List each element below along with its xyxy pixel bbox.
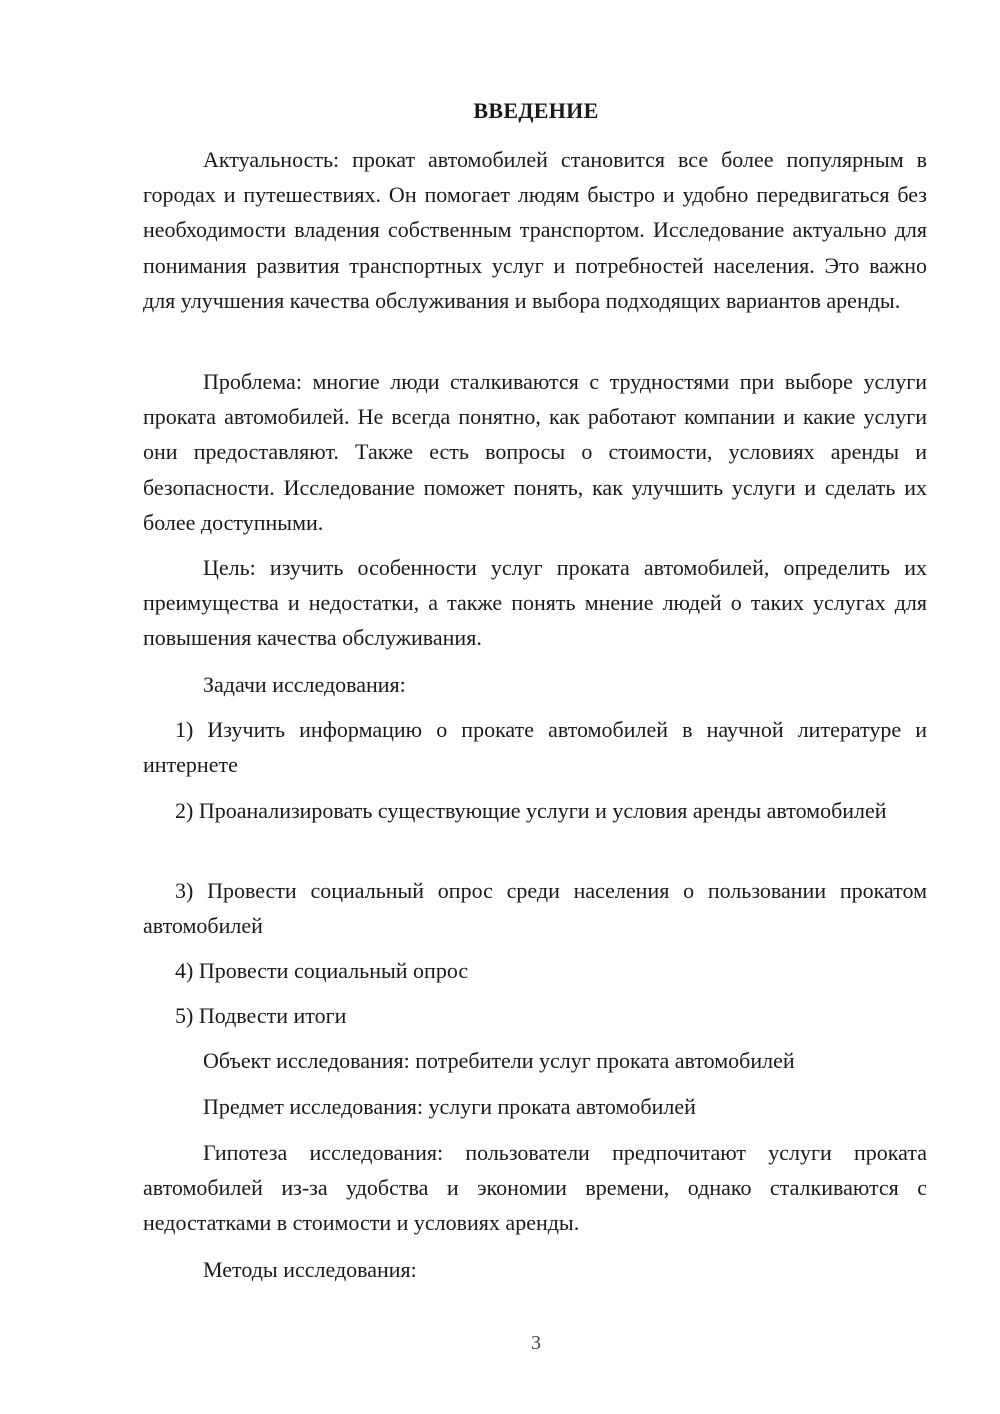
task-item: 3) Провести социальный опрос среди населения о пользовании прокатом автомобилей <box>143 878 927 939</box>
task-item: 5) Подвести итоги <box>175 1003 347 1028</box>
tasks-heading: Задачи исследования: <box>203 672 406 697</box>
task-item: 1) Изучить информацию о прокате автомобилей в научной литературе и интернете <box>143 717 927 778</box>
task-item: 4) Провести социальный опрос <box>175 958 469 983</box>
goal-paragraph: Цель: изучить особенности услуг проката автомобилей, определить их преимущества и недостатки, а также понять мнение людей о таких услугах для повышения качества обслуживания. <box>143 555 927 651</box>
methods-heading: Методы исследования: <box>203 1257 417 1282</box>
object-paragraph: Объект исследования: потребители услуг проката автомобилей <box>203 1048 795 1073</box>
page-number: 3 <box>531 1332 541 1354</box>
hypothesis-paragraph: Гипотеза исследования: пользователи предпочитают услуги проката автомобилей из-за удобства и экономии времени, однако сталкиваются с недостатками в стоимости и условиях аренды. <box>143 1140 927 1236</box>
subject-paragraph: Предмет исследования: услуги проката автомобилей <box>203 1094 696 1119</box>
problem-paragraph: Проблема: многие люди сталкиваются с трудностями при выборе услуги проката автомобилей. Не всегда понятно, как работают компании и какие услуги они предоставляют. Также есть вопросы о стоимости, условиях аренды и безопасности. Исследование поможет понять, как улучшить услуги и сделать их более доступными. <box>143 369 927 535</box>
task-item: 2) Проанализировать существующие услуги и условия аренды автомобилей <box>175 798 887 823</box>
page-title: ВВЕДЕНИЕ <box>473 98 599 123</box>
relevance-paragraph: Актуальность: прокат автомобилей становится все более популярным в городах и путешествиях. Он помогает людям быстро и удобно передвигаться без необходимости владения собственным транспортом. Исследование актуально для понимания развития транспортных услуг и потребностей населения. Это важно для улучшения качества обслуживания и выбора подходящих вариантов аренды. <box>143 147 927 313</box>
